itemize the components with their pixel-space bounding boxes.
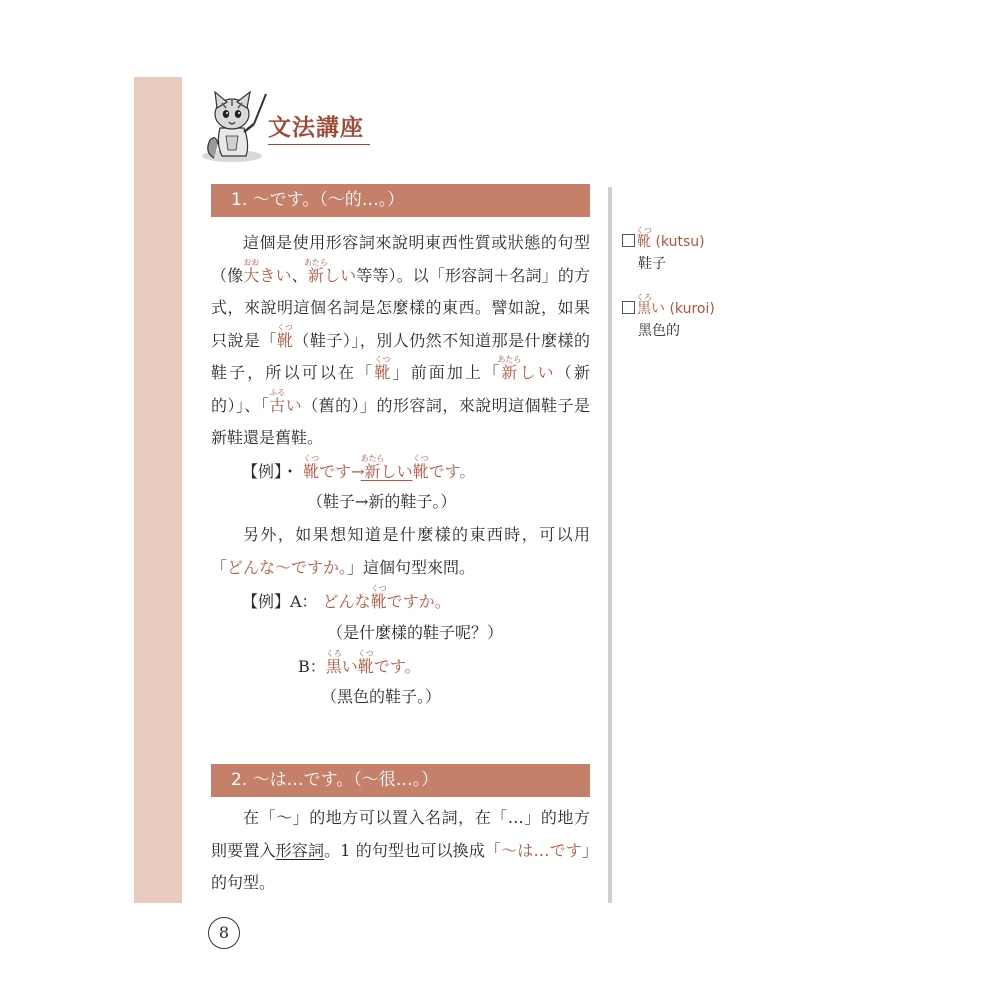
page-number: 8 xyxy=(208,917,240,949)
kutsu-word: 靴くつ xyxy=(374,355,393,382)
margin-divider xyxy=(608,187,612,903)
sidebar-band xyxy=(134,77,182,903)
checkbox-icon xyxy=(622,301,635,314)
example-2b: B：黒くろい靴くつです。 xyxy=(298,649,421,676)
ookii-word: 大おおきい xyxy=(243,257,292,285)
cat-teacher-icon xyxy=(200,88,270,164)
section-1-heading: 1. ～です。（～的…。） xyxy=(211,184,590,217)
lecture-header xyxy=(200,88,400,164)
checkbox-icon xyxy=(622,234,635,247)
lecture-title: 文法講座 xyxy=(268,112,370,145)
example-1-translation: （鞋子→新的鞋子。） xyxy=(307,492,457,511)
example-1-japanese: 靴くつです→新あたらしい靴くつです。 xyxy=(303,454,476,481)
text: 這個是使用形容詞來說明東西性質或狀態的句型（像 xyxy=(211,233,590,285)
vocab-meaning: 鞋子 xyxy=(638,256,666,272)
vocab-item: 靴くつ (kutsu) 鞋子 xyxy=(622,226,705,274)
example-2a: 【例】A： どんな靴くつですか。 xyxy=(242,584,451,611)
vocab-item: 黒くろい (kuroi) 黑色的 xyxy=(622,293,715,341)
section-2-paragraph-1: 在「～」的地方可以置入名詞，在「…」的地方則要置入形容詞。1 的句型也可以換成「～は…です」的句型。 xyxy=(211,808,590,892)
vocab-meaning: 黑色的 xyxy=(638,323,680,339)
kutsu-word: 靴くつ xyxy=(276,322,294,350)
atarashii-word: 新あたらしい xyxy=(497,355,556,382)
furui-word: 古ふるい xyxy=(269,387,303,415)
section-1-paragraph-1: 這個是使用形容詞來說明東西性質或狀態的句型（像大おおきい、新あたらしい等等）。以「形容詞＋名詞」的方式，來說明這個名詞是怎麼樣的東西。譬如說，如果只說是「靴くつ（鞋子）」，別人仍然不知道那是什麼樣的鞋子，所以可以在「靴くつ」前面加上「新あたらしい（新的）」、「古ふるい（舊的）」的形容詞，來說明這個鞋子是新鞋還是舊鞋。 xyxy=(211,233,590,447)
donna-pattern: どんな～ですか。 xyxy=(227,557,348,577)
example-2a-translation: （是什麼樣的鞋子呢？） xyxy=(327,623,504,642)
underlined-term: 形容詞 xyxy=(275,840,325,860)
atarashii-word: 新あたらしい xyxy=(303,257,357,285)
example-2a-japanese: どんな靴くつですか。 xyxy=(322,584,451,611)
section-1-paragraph-2: 另外，如果想知道是什麼樣的東西時，可以用「どんな～ですか。」這個句型來問。 xyxy=(211,525,590,577)
example-1: 【例】・ 靴くつです→新あたらしい靴くつです。 xyxy=(242,454,476,481)
ha-desu-pattern: ～は…です xyxy=(501,840,582,860)
section-2-heading: 2. ～は…です。（～很…。） xyxy=(211,764,590,797)
example-2b-japanese: 黒くろい靴くつです。 xyxy=(325,649,421,676)
example-2b-translation: （黑色的鞋子。） xyxy=(321,687,442,706)
